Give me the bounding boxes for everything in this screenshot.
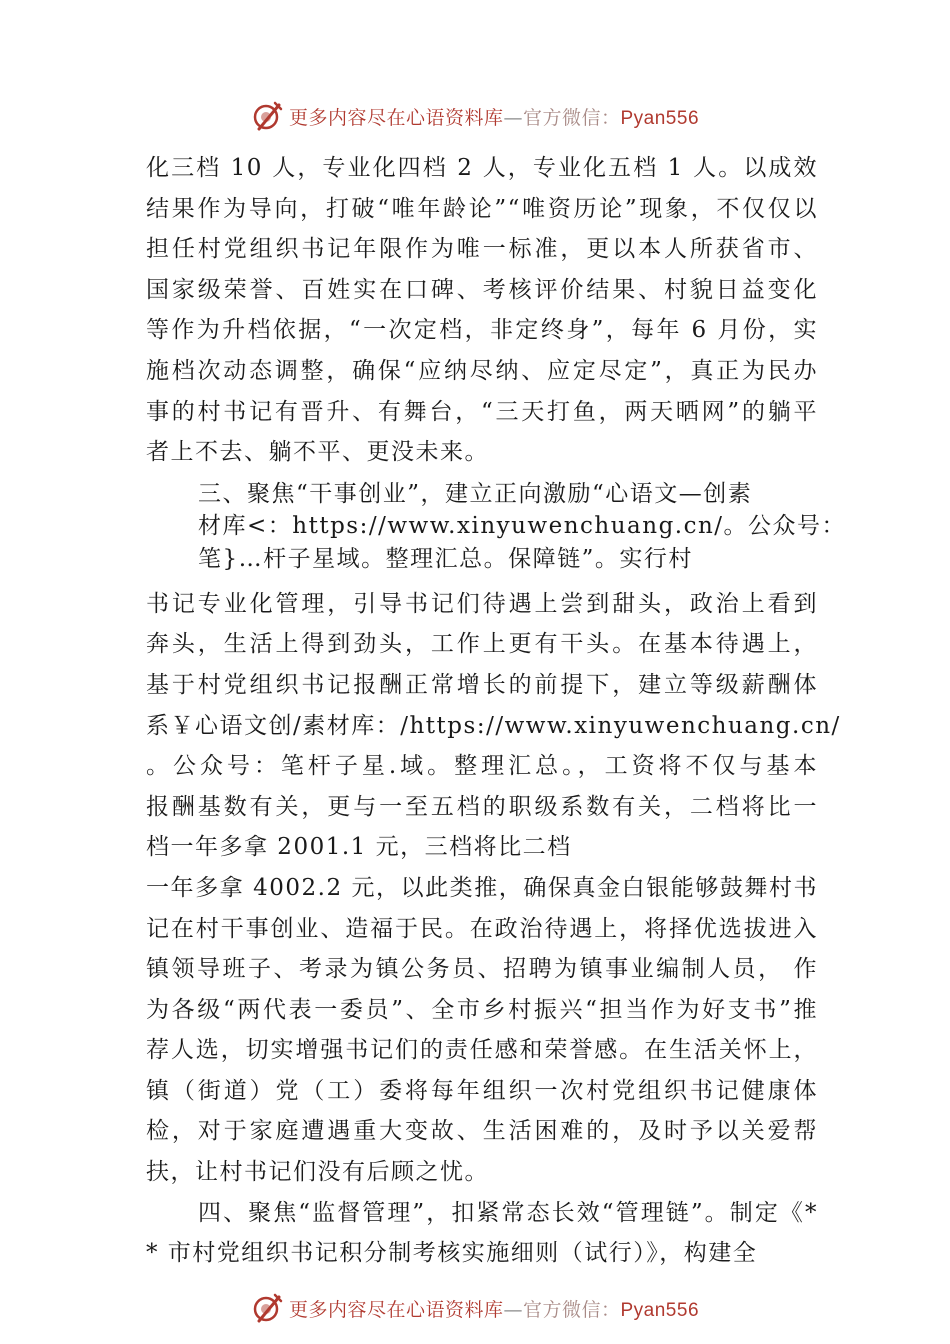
pen-seal-logo-icon: [251, 1291, 285, 1325]
text-line: 一年多拿 4002.2 元，以此类推，确保真金白银能够鼓舞村书: [146, 874, 818, 901]
banner-title: 更多内容尽在心语资料库: [288, 106, 504, 129]
footer-banner-text: [289, 1295, 699, 1322]
document-body: [146, 148, 847, 1274]
text-line: 荐人选，切实增强书记们的责任感和荣誉感。在生活关怀上，: [146, 1037, 818, 1064]
section-heading-line: 三、聚焦“干事创业”，建立正向激励“心语文—创素: [198, 480, 753, 507]
banner-title: 更多内容尽在心语资料库: [288, 1298, 504, 1321]
banner-wechat-label: 官方微信：: [522, 106, 621, 129]
text-line: 镇领导班子、考录为镇公务员、招聘为镇事业编制人员， 作: [146, 956, 818, 983]
text-line: 书记专业化管理，引导书记们待遇上尝到甜头，政治上看到: [146, 590, 818, 617]
banner-wechat-id: Pyan556: [620, 107, 700, 129]
header-banner: [0, 96, 950, 136]
banner-dash: —: [503, 1298, 523, 1321]
pen-seal-logo-icon: [251, 99, 285, 133]
text-line: 镇（街道）党（工）委将每年组织一次村党组织书记健康体: [146, 1077, 818, 1104]
text-line: 记在村干事创业、造福于民。在政治待遇上，将择优选拔进入: [146, 915, 818, 942]
text-line: 奔头，生活上得到劲头，工作上更有干头。在基本待遇上，: [146, 631, 818, 658]
text-line: 担任村党组织书记年限作为唯一标准，更以本人所获省市、: [146, 236, 818, 263]
text-line: 国家级荣誉、百姓实在口碑、考核评价结果、村貌日益变化: [146, 276, 818, 303]
banner-wechat-label: 官方微信：: [522, 1298, 621, 1321]
text-line: 报酬基数有关，更与一至五档的职级系数有关，二档将比一: [146, 793, 818, 820]
text-line: 扶，让村书记们没有后顾之忧。: [146, 1159, 489, 1186]
section-heading-line: 材库<：https://www.xinyuwenchuang.cn/。公众号：: [198, 512, 847, 539]
banner-wechat-id: Pyan556: [620, 1299, 700, 1321]
text-line: 为各级“两代表一委员”、全市乡村振兴“担当作为好支书”推: [146, 996, 818, 1023]
text-line: 化三档 10 人，专业化四档 2 人，专业化五档 1 人。以成效: [146, 155, 818, 181]
text-line: 档一年多拿 2001.1 元，三档将比二档: [146, 834, 572, 861]
text-line: 施档次动态调整，确保“应纳尽纳、应定尽定”，真正为民办: [146, 357, 818, 384]
text-line: 等作为升档依据，“一次定档，非定终身”，每年 6 月份，实: [146, 317, 818, 344]
section-heading-line: 笔}…杆子星域。整理汇总。保障链”。实行村: [198, 545, 693, 572]
footer-banner: [0, 1288, 950, 1328]
text-line: 系￥心语文创/素材库：/https://www.xinyuwenchuang.cn/: [146, 712, 841, 739]
text-line: 四、聚焦“监督管理”，扣紧常态长效“管理链”。制定《*: [198, 1199, 818, 1226]
text-line: 基于村党组织书记报酬正常增长的前提下，建立等级薪酬体: [146, 671, 818, 698]
header-banner-text: [289, 103, 699, 130]
text-line: 者上不去、躺不平、更没未来。: [146, 439, 489, 466]
text-line: 事的村书记有晋升、有舞台，“三天打鱼，两天晒网”的躺平: [146, 398, 818, 425]
text-line: 结果作为导向，打破“唯年龄论”“唯资历论”现象，不仅仅以: [146, 195, 818, 222]
text-line: 检，对于家庭遭遇重大变故、生活困难的，及时予以关爱帮: [146, 1118, 818, 1145]
text-line: 。公众号：笔杆子星.域。整理汇总。，工资将不仅与基本: [146, 753, 818, 780]
banner-dash: —: [503, 106, 523, 129]
text-line: * 市村党组织书记积分制考核实施细则（试行）》，构建全: [146, 1240, 758, 1267]
